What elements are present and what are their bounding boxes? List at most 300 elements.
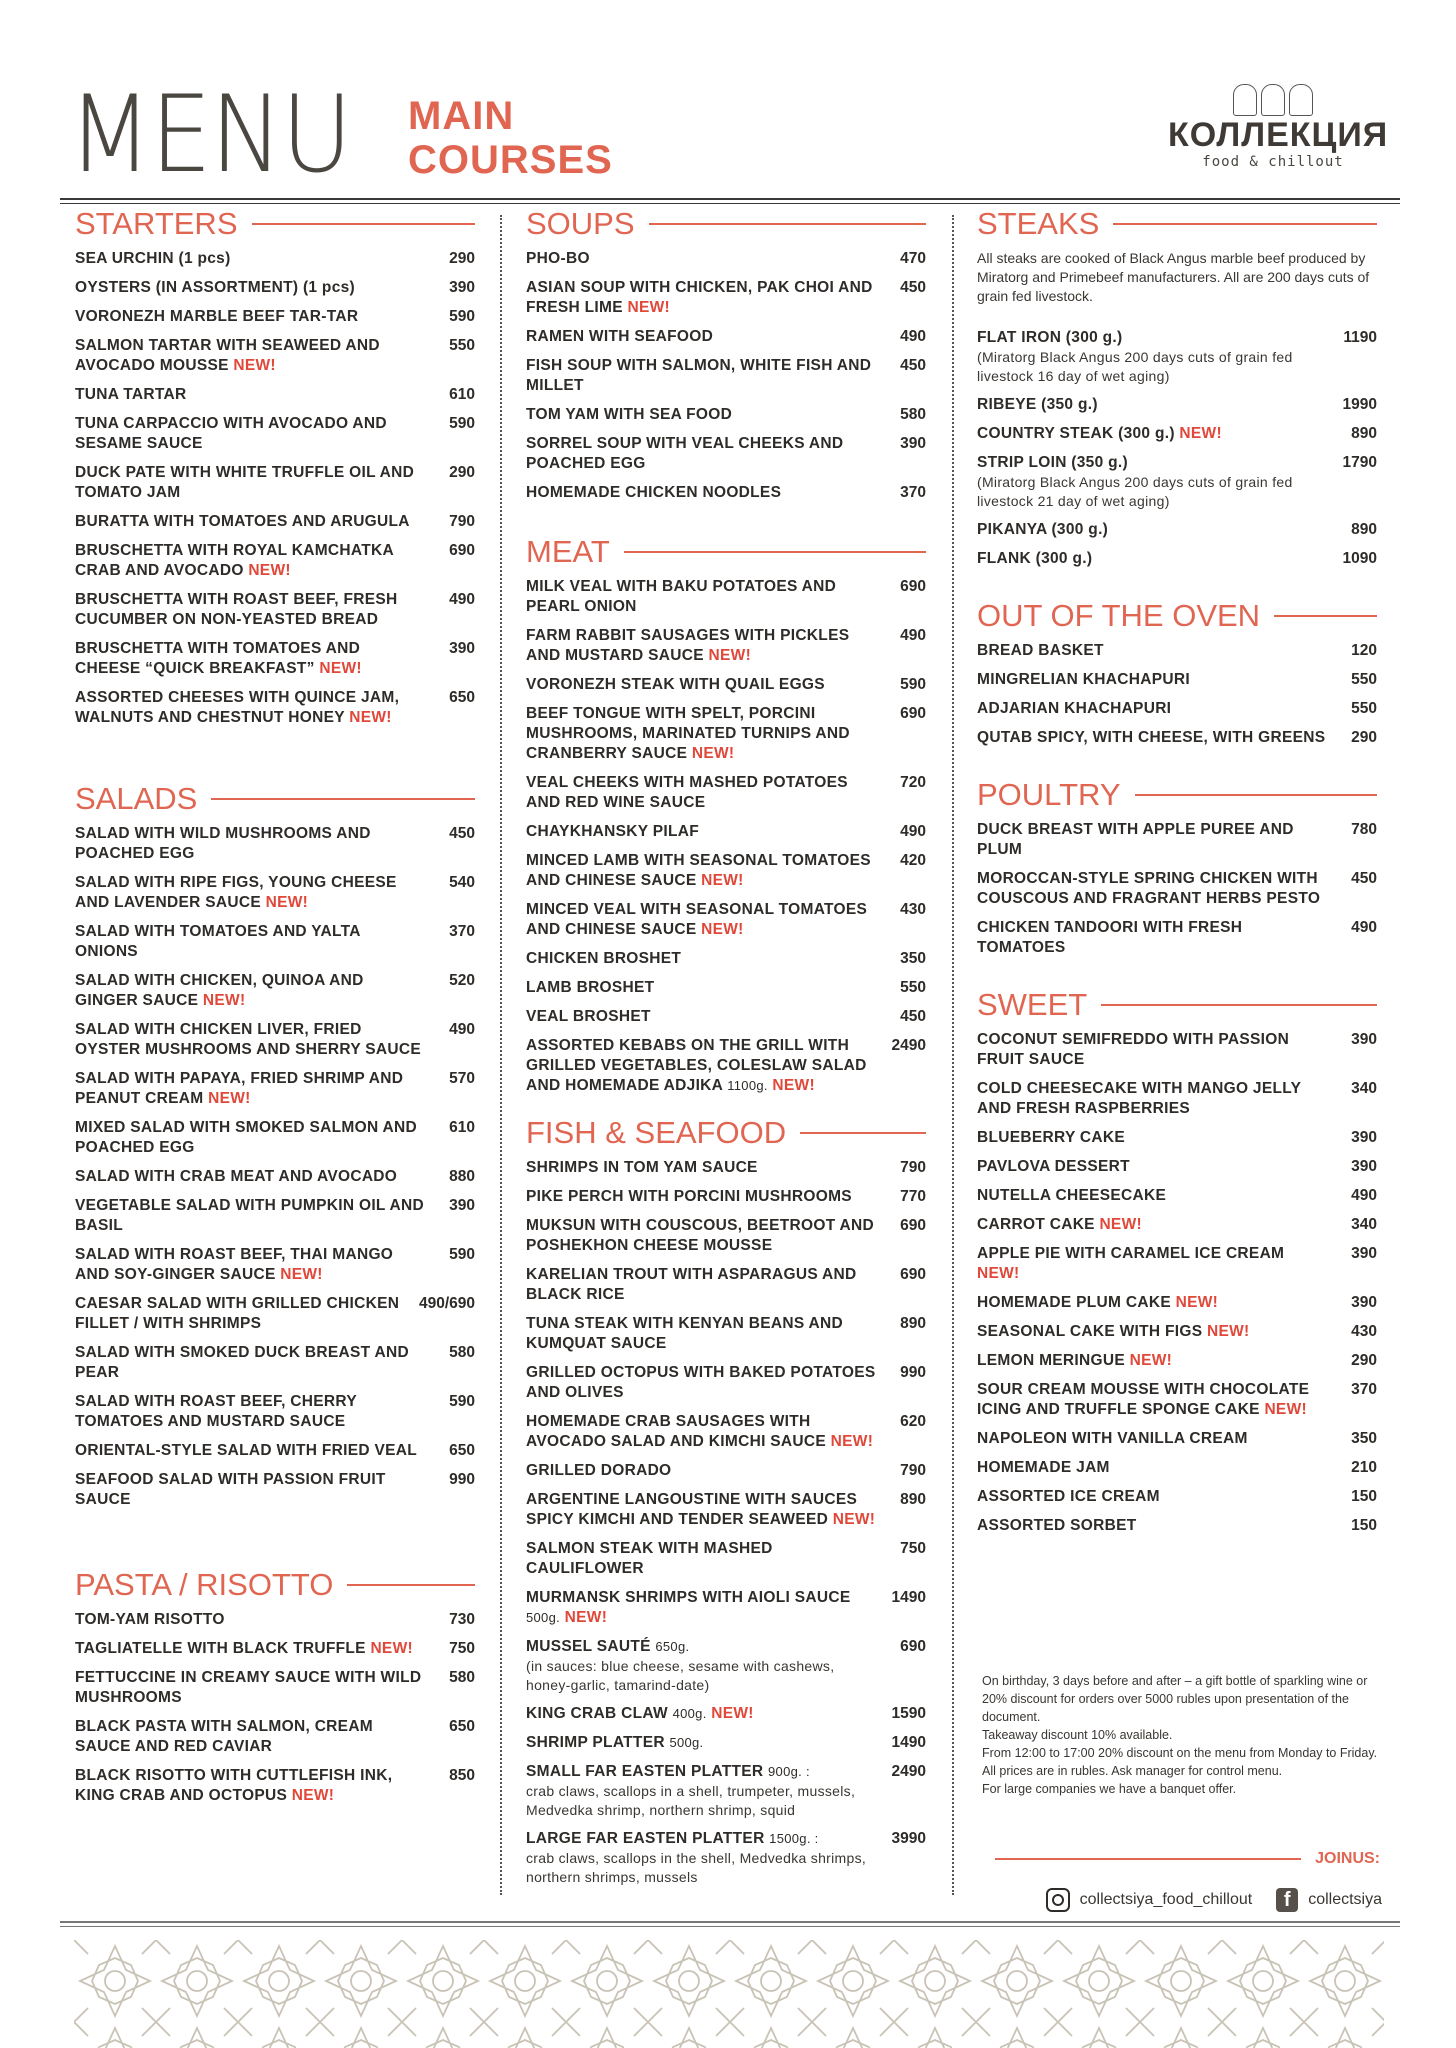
menu-item bbox=[75, 1470, 475, 1510]
menu-item bbox=[526, 851, 926, 891]
menu-item-text bbox=[75, 639, 425, 679]
menu-item-name: DUCK BREAST WITH APPLE PUREE AND PLUM bbox=[977, 821, 1294, 858]
menu-item bbox=[75, 414, 475, 454]
menu-item bbox=[977, 869, 1377, 909]
menu-item-price: 890 bbox=[1351, 425, 1377, 442]
menu-item-price: 430 bbox=[900, 901, 926, 918]
section-title: SOUPS bbox=[526, 206, 635, 241]
menu-item-price: 570 bbox=[449, 1070, 475, 1087]
menu-item bbox=[977, 424, 1377, 444]
menu-item-price: 370 bbox=[449, 923, 475, 940]
menu-item-text bbox=[75, 590, 425, 630]
menu-item-text bbox=[977, 1351, 1172, 1371]
menu-item-price: 1590 bbox=[891, 1705, 926, 1722]
menu-item-text bbox=[526, 851, 876, 891]
menu-item-name: TOM-YAM RISOTTO bbox=[75, 1611, 225, 1628]
menu-item-price: 490/690 bbox=[418, 1295, 475, 1312]
menu-item-name: BREAD BASKET bbox=[977, 642, 1104, 659]
menu-item-name: BLACK RISOTTO WITH CUTTLEFISH INK, KING CRAB AND OCTOPUS bbox=[75, 1767, 393, 1804]
menu-item-price: 390 bbox=[1351, 1158, 1377, 1175]
new-badge: NEW! bbox=[1206, 1323, 1250, 1340]
menu-item bbox=[75, 1245, 475, 1285]
menu-item-name: KING CRAB CLAW bbox=[526, 1705, 668, 1722]
menu-item bbox=[526, 356, 926, 396]
menu-item bbox=[977, 1293, 1377, 1313]
menu-item-price: 470 bbox=[900, 250, 926, 267]
menu-item-price: 450 bbox=[449, 825, 475, 842]
menu-item-text bbox=[977, 395, 1098, 415]
menu-item-price: 790 bbox=[900, 1159, 926, 1176]
menu-item-text bbox=[526, 822, 699, 842]
menu-item-text bbox=[977, 869, 1327, 909]
menu-item bbox=[75, 1668, 475, 1708]
new-badge: NEW! bbox=[711, 1705, 754, 1722]
menu-item-text bbox=[75, 385, 187, 405]
menu-item-name: OYSTERS (IN ASSORTMENT) (1 pcs) bbox=[75, 279, 355, 296]
menu-item-text bbox=[977, 1380, 1327, 1420]
new-badge: NEW! bbox=[280, 1266, 323, 1283]
menu-item-name: GRILLED OCTOPUS WITH BAKED POTATOES AND OLIVES bbox=[526, 1364, 876, 1401]
menu-item bbox=[977, 549, 1377, 569]
menu-item-price: 720 bbox=[900, 774, 926, 791]
menu-item-price: 750 bbox=[900, 1540, 926, 1557]
menu-item-text bbox=[75, 1470, 425, 1510]
new-badge: NEW! bbox=[708, 647, 752, 664]
join-us-line bbox=[995, 1858, 1301, 1860]
new-badge: NEW! bbox=[830, 1433, 874, 1450]
people-illustration-icon bbox=[1168, 80, 1378, 116]
menu-item-name: MUKSUN WITH COUSCOUS, BEETROOT AND POSHEKHON CHEESE MOUSSE bbox=[526, 1217, 875, 1254]
section-header bbox=[977, 776, 1377, 814]
menu-item-text bbox=[977, 424, 1222, 444]
menu-item-text bbox=[526, 1187, 852, 1207]
menu-item-text bbox=[526, 1412, 876, 1452]
menu-item-name: ASSORTED ICE CREAM bbox=[977, 1488, 1160, 1505]
section-title: MEAT bbox=[526, 534, 610, 569]
menu-item-name: SALAD WITH RIPE FIGS, YOUNG CHEESE AND LAVENDER SAUCE bbox=[75, 874, 397, 911]
menu-item-price: 340 bbox=[1351, 1216, 1377, 1233]
menu-item-name: SALAD WITH CHICKEN, QUINOA AND GINGER SAUCE bbox=[75, 972, 364, 1009]
facebook-link[interactable]: collectsiya bbox=[1308, 1891, 1382, 1908]
menu-item-name: BLACK PASTA WITH SALMON, CREAM SAUCE AND RED CAVIAR bbox=[75, 1718, 374, 1755]
menu-item bbox=[526, 1539, 926, 1579]
menu-item-price: 2490 bbox=[891, 1763, 926, 1780]
menu-item-name: SALAD WITH CHICKEN LIVER, FRIED OYSTER MUSHROOMS AND SHERRY SAUCE bbox=[75, 1021, 422, 1058]
menu-item bbox=[526, 1762, 926, 1820]
menu-item-name: HOMEMADE JAM bbox=[977, 1459, 1110, 1476]
menu-item-text bbox=[977, 549, 1092, 569]
section-header bbox=[75, 1566, 475, 1604]
menu-item-price: 120 bbox=[1351, 642, 1377, 659]
menu-item bbox=[75, 1167, 475, 1187]
menu-header bbox=[60, 73, 1400, 196]
menu-item bbox=[526, 1265, 926, 1305]
menu-item-text bbox=[75, 336, 425, 376]
column-1 bbox=[75, 205, 475, 1834]
menu-item-text bbox=[526, 327, 713, 347]
menu-item-text bbox=[526, 675, 825, 695]
menu-item-name: HOMEMADE PLUM CAKE bbox=[977, 1294, 1171, 1311]
menu-item-name: FISH SOUP WITH SALMON, WHITE FISH AND MILLET bbox=[526, 357, 872, 394]
section-rule bbox=[624, 551, 926, 553]
menu-item-price: 990 bbox=[449, 1471, 475, 1488]
menu-item-price: 450 bbox=[1351, 870, 1377, 887]
menu-item-price: 340 bbox=[1351, 1080, 1377, 1097]
menu-item-text bbox=[75, 1392, 425, 1432]
menu-item-price: 420 bbox=[900, 852, 926, 869]
new-badge: NEW! bbox=[627, 299, 671, 316]
section-rule bbox=[1135, 794, 1377, 796]
new-badge: NEW! bbox=[564, 1609, 608, 1626]
new-badge: NEW! bbox=[1129, 1352, 1173, 1369]
section-steaks bbox=[977, 205, 1377, 569]
menu-item-name: FARM RABBIT SAUSAGES WITH PICKLES AND MUSTARD SAUCE bbox=[526, 627, 850, 664]
menu-item-name: NUTELLA CHEESECAKE bbox=[977, 1187, 1167, 1204]
menu-item-text bbox=[75, 1196, 425, 1236]
menu-item bbox=[977, 1429, 1377, 1449]
note-line: Takeaway discount 10% available. bbox=[982, 1728, 1173, 1742]
menu-item-name: MINGRELIAN KHACHAPURI bbox=[977, 671, 1190, 688]
new-badge: NEW! bbox=[701, 872, 744, 889]
menu-item bbox=[977, 1380, 1377, 1420]
menu-item-text bbox=[977, 328, 1327, 386]
menu-item-text bbox=[526, 434, 876, 474]
menu-item-name: SALAD WITH CRAB MEAT AND AVOCADO bbox=[75, 1168, 398, 1185]
menu-item-text bbox=[977, 1429, 1248, 1449]
menu-item-price: 390 bbox=[1351, 1294, 1377, 1311]
new-badge: NEW! bbox=[1175, 1294, 1219, 1311]
menu-item-weight: 500g. bbox=[669, 1735, 704, 1750]
menu-item-name: RAMEN WITH SEAFOOD bbox=[526, 328, 714, 345]
menu-item bbox=[526, 1829, 926, 1887]
menu-item-name: PIKE PERCH WITH PORCINI MUSHROOMS bbox=[526, 1188, 852, 1205]
menu-item bbox=[526, 1461, 926, 1481]
new-badge: NEW! bbox=[265, 894, 309, 911]
new-badge: NEW! bbox=[319, 660, 362, 677]
new-badge: NEW! bbox=[832, 1511, 876, 1528]
menu-item-name: SOUR CREAM MOUSSE WITH CHOCOLATE ICING AND TRUFFLE SPONGE CAKE bbox=[977, 1381, 1310, 1418]
menu-item-price: 290 bbox=[449, 464, 475, 481]
menu-item-text bbox=[526, 1704, 754, 1724]
menu-item-price: 610 bbox=[449, 386, 475, 403]
menu-item-name: TUNA CARPACCIO WITH AVOCADO AND SESAME SAUCE bbox=[75, 415, 387, 452]
menu-item-name: COLD CHEESECAKE WITH MANGO JELLY AND FRESH RASPBERRIES bbox=[977, 1080, 1301, 1117]
menu-item-price: 590 bbox=[900, 676, 926, 693]
menu-item-name: CARROT CAKE bbox=[977, 1216, 1095, 1233]
menu-item-price: 620 bbox=[900, 1413, 926, 1430]
menu-item-price: 450 bbox=[900, 1008, 926, 1025]
menu-item bbox=[977, 670, 1377, 690]
join-us-label: JOINUS: bbox=[1315, 1850, 1380, 1867]
section-poultry bbox=[977, 776, 1377, 958]
menu-item-price: 390 bbox=[1351, 1129, 1377, 1146]
section-header bbox=[75, 780, 475, 818]
menu-item-price: 520 bbox=[449, 972, 475, 989]
menu-item-text bbox=[75, 463, 425, 503]
menu-item bbox=[75, 541, 475, 581]
menu-item-name: BRUSCHETTA WITH ROAST BEEF, FRESH CUCUMBER ON NON-YEASTED BREAD bbox=[75, 591, 398, 628]
menu-item-name: SALAD WITH ROAST BEEF, THAI MANGO AND SOY-GINGER SAUCE bbox=[75, 1246, 394, 1283]
menu-item bbox=[526, 1187, 926, 1207]
section-header bbox=[977, 597, 1377, 635]
menu-item bbox=[75, 824, 475, 864]
menu-item-price: 2490 bbox=[891, 1037, 926, 1054]
menu-item-weight: 900g. : bbox=[768, 1764, 810, 1779]
menu-item-name: MINCED VEAL WITH SEASONAL TOMATOES AND CHINESE SAUCE bbox=[526, 901, 868, 938]
menu-item-price: 540 bbox=[449, 874, 475, 891]
menu-item-name: TAGLIATELLE WITH BLACK TRUFFLE bbox=[75, 1640, 366, 1657]
menu-item-price: 690 bbox=[900, 705, 926, 722]
menu-item-name: NAPOLEON WITH VANILLA CREAM bbox=[977, 1430, 1248, 1447]
menu-item-description: crab claws, scallops in the shell, Medvedka shrimps, northern shrimps, mussels bbox=[526, 1850, 867, 1885]
menu-item-text bbox=[75, 1668, 425, 1708]
menu-item-name: CHICKEN TANDOORI WITH FRESH TOMATOES bbox=[977, 919, 1243, 956]
section-sweet bbox=[977, 986, 1377, 1536]
menu-item-text bbox=[526, 1314, 876, 1354]
menu-item-name: BLUEBERRY CAKE bbox=[977, 1129, 1126, 1146]
menu-item bbox=[526, 577, 926, 617]
menu-item-price: 1790 bbox=[1342, 454, 1377, 471]
menu-item-price: 390 bbox=[449, 279, 475, 296]
menu-item-text bbox=[526, 577, 876, 617]
menu-item-name: KARELIAN TROUT WITH ASPARAGUS AND BLACK RICE bbox=[526, 1266, 857, 1303]
menu-item bbox=[75, 590, 475, 630]
menu-item-text bbox=[977, 1458, 1110, 1478]
menu-item-price: 390 bbox=[449, 640, 475, 657]
menu-subtitle bbox=[408, 94, 613, 182]
menu-item-name: LAMB BROSHET bbox=[526, 979, 655, 996]
menu-item-text bbox=[75, 1343, 425, 1383]
menu-item bbox=[75, 1639, 475, 1659]
menu-item bbox=[526, 327, 926, 347]
menu-item bbox=[977, 728, 1377, 748]
menu-item bbox=[526, 1412, 926, 1452]
new-badge: NEW! bbox=[291, 1787, 335, 1804]
menu-item-price: 590 bbox=[449, 308, 475, 325]
menu-item-name: ADJARIAN KHACHAPURI bbox=[977, 700, 1172, 717]
menu-item-price: 370 bbox=[900, 484, 926, 501]
facebook-icon: f bbox=[1276, 1888, 1298, 1912]
menu-item bbox=[526, 483, 926, 503]
section-pasta-risotto bbox=[75, 1566, 475, 1806]
menu-item-name: MILK VEAL WITH BAKU POTATOES AND PEARL ONION bbox=[526, 578, 837, 615]
menu-item-text bbox=[75, 1020, 425, 1060]
menu-item-price: 490 bbox=[1351, 919, 1377, 936]
menu-item-name: PIKANYA (300 g.) bbox=[977, 521, 1109, 538]
menu-item bbox=[75, 922, 475, 962]
menu-item-price: 390 bbox=[449, 1197, 475, 1214]
menu-item-price: 290 bbox=[449, 250, 475, 267]
menu-item-price: 650 bbox=[449, 1718, 475, 1735]
new-badge: NEW! bbox=[977, 1265, 1020, 1282]
menu-item-text bbox=[75, 688, 425, 728]
menu-item bbox=[526, 822, 926, 842]
menu-item-price: 580 bbox=[449, 1344, 475, 1361]
menu-item-text bbox=[75, 1717, 425, 1757]
section-header bbox=[526, 533, 926, 571]
section-title: SALADS bbox=[75, 781, 198, 816]
menu-item bbox=[526, 1490, 926, 1530]
menu-item-text bbox=[977, 520, 1108, 540]
new-badge: NEW! bbox=[370, 1640, 413, 1657]
menu-item-price: 450 bbox=[900, 279, 926, 296]
menu-item-name: STRIP LOIN (350 g.) bbox=[977, 454, 1128, 471]
section-title: OUT OF THE OVEN bbox=[977, 598, 1261, 633]
menu-item bbox=[526, 1704, 926, 1724]
menu-item bbox=[526, 1637, 926, 1695]
menu-item-name: ASSORTED KEBABS ON THE GRILL WITH GRILLED VEGETABLES, COLESLAW SALAD AND HOMEMADE ADJIKA bbox=[526, 1037, 867, 1094]
menu-item-text bbox=[977, 1322, 1250, 1342]
section-out-of-the-oven bbox=[977, 597, 1377, 748]
column-2 bbox=[526, 205, 926, 1915]
menu-item bbox=[526, 1007, 926, 1027]
menu-item bbox=[977, 641, 1377, 661]
menu-item bbox=[75, 1610, 475, 1630]
menu-item-name: TUNA STEAK WITH KENYAN BEANS AND KUMQUAT SAUCE bbox=[526, 1315, 844, 1352]
menu-item bbox=[75, 1717, 475, 1757]
menu-item-name: SALMON TARTAR WITH SEAWEED AND AVOCADO MOUSSE bbox=[75, 337, 380, 374]
menu-item-price: 290 bbox=[1351, 1352, 1377, 1369]
menu-item bbox=[526, 405, 926, 425]
menu-item-text bbox=[526, 949, 681, 969]
menu-item-text bbox=[75, 307, 358, 327]
bottom-divider bbox=[60, 1921, 1400, 1927]
menu-item-name: VEAL BROSHET bbox=[526, 1008, 651, 1025]
menu-item-price: 590 bbox=[449, 415, 475, 432]
menu-item-text bbox=[977, 1293, 1218, 1313]
menu-item-name: SEA URCHIN (1 pcs) bbox=[75, 250, 231, 267]
menu-item-text bbox=[977, 1215, 1142, 1235]
menu-item bbox=[75, 1392, 475, 1432]
menu-item-price: 650 bbox=[449, 1442, 475, 1459]
menu-item-price: 590 bbox=[449, 1246, 475, 1263]
menu-item-name: COCONUT SEMIFREDDO WITH PASSION FRUIT SAUCE bbox=[977, 1031, 1290, 1068]
menu-item-name: BEEF TONGUE WITH SPELT, PORCINI MUSHROOMS, MARINATED TURNIPS AND CRANBERRY SAUCE bbox=[526, 705, 850, 762]
menu-item-text bbox=[977, 1516, 1137, 1536]
menu-item-price: 550 bbox=[900, 979, 926, 996]
menu-item bbox=[526, 1363, 926, 1403]
menu-item-text bbox=[526, 1490, 876, 1530]
menu-item-text bbox=[526, 278, 876, 318]
menu-item bbox=[75, 307, 475, 327]
menu-item bbox=[75, 1294, 475, 1334]
menu-item-text bbox=[526, 773, 876, 813]
subtitle-line-2: COURSES bbox=[408, 138, 613, 182]
section-rule bbox=[1274, 615, 1377, 617]
menu-item-price: 730 bbox=[449, 1611, 475, 1628]
menu-item-text bbox=[526, 900, 876, 940]
menu-item bbox=[977, 918, 1377, 958]
menu-item-name: VEGETABLE SALAD WITH PUMPKIN OIL AND BASIL bbox=[75, 1197, 424, 1234]
menu-item-name: HOMEMADE CHICKEN NOODLES bbox=[526, 484, 782, 501]
menu-item bbox=[75, 688, 475, 728]
menu-item bbox=[75, 463, 475, 503]
menu-item-text bbox=[526, 1733, 703, 1753]
menu-item-text bbox=[526, 1007, 651, 1027]
new-badge: NEW! bbox=[1099, 1216, 1142, 1233]
menu-item-price: 690 bbox=[900, 578, 926, 595]
menu-item-text bbox=[977, 453, 1327, 511]
section-title: FISH & SEAFOOD bbox=[526, 1115, 787, 1150]
instagram-link[interactable]: collectsiya_food_chillout bbox=[1079, 1891, 1253, 1908]
menu-item-text bbox=[75, 1610, 225, 1630]
menu-item-text bbox=[526, 1216, 876, 1256]
menu-item-price: 1090 bbox=[1342, 550, 1377, 567]
menu-item bbox=[75, 639, 475, 679]
menu-item-price: 390 bbox=[1351, 1245, 1377, 1262]
menu-item-description: (in sauces: blue cheese, sesame with cashews, honey-garlic, tamarind-date) bbox=[526, 1658, 835, 1693]
menu-item bbox=[75, 1069, 475, 1109]
menu-item-text bbox=[75, 1069, 425, 1109]
menu-item-text bbox=[977, 1079, 1327, 1119]
menu-item-name: APPLE PIE WITH CARAMEL ICE CREAM bbox=[977, 1245, 1285, 1262]
menu-item-name: SALAD WITH PAPAYA, FRIED SHRIMP AND PEANUT CREAM bbox=[75, 1070, 404, 1107]
menu-item bbox=[526, 434, 926, 474]
menu-item bbox=[977, 1186, 1377, 1206]
menu-item-price: 490 bbox=[900, 823, 926, 840]
note-line: On birthday, 3 days before and after – a gift bottle of sparkling wine or 20% discount for orders over 5000 rubles upon presentation of the document. bbox=[982, 1674, 1368, 1724]
menu-item-price: 890 bbox=[1351, 521, 1377, 538]
menu-item-name: LEMON MERINGUE bbox=[977, 1352, 1126, 1369]
menu-item-text bbox=[977, 1128, 1125, 1148]
social-links bbox=[1046, 1888, 1382, 1912]
menu-item-name: FETTUCCINE IN CREAMY SAUCE WITH WILD MUSHROOMS bbox=[75, 1669, 422, 1706]
new-badge: NEW! bbox=[202, 992, 246, 1009]
menu-item-price: 580 bbox=[900, 406, 926, 423]
new-badge: NEW! bbox=[701, 921, 744, 938]
menu-item-price: 790 bbox=[449, 513, 475, 530]
menu-item-text bbox=[75, 1245, 425, 1285]
menu-item-text bbox=[75, 971, 425, 1011]
section-header bbox=[526, 205, 926, 243]
menu-item bbox=[526, 773, 926, 813]
menu-item bbox=[526, 1588, 926, 1628]
menu-item-name: PHO-BO bbox=[526, 250, 590, 267]
menu-item-weight: 500g. bbox=[526, 1610, 561, 1625]
menu-item-description: (Miratorg Black Angus 200 days cuts of grain fed livestock 21 day of wet aging) bbox=[977, 474, 1293, 509]
menu-item-name: ORIENTAL-STYLE SALAD WITH FRIED VEAL bbox=[75, 1442, 418, 1459]
logo-name: КОЛЛЕКЦИЯ bbox=[1168, 116, 1389, 154]
menu-item-price: 550 bbox=[1351, 700, 1377, 717]
menu-item-text bbox=[526, 1762, 876, 1820]
menu-item-name: MOROCCAN-STYLE SPRING CHICKEN WITH COUSCOUS AND FRAGRANT HERBS PESTO bbox=[977, 870, 1321, 907]
menu-item bbox=[977, 1322, 1377, 1342]
menu-item-text bbox=[75, 541, 425, 581]
menu-item-text bbox=[977, 1244, 1327, 1284]
menu-item bbox=[526, 1036, 926, 1096]
section-rule bbox=[1101, 1004, 1377, 1006]
menu-item-name: QUTAB SPICY, WITH CHEESE, WITH GREENS bbox=[977, 729, 1326, 746]
menu-item-name: CHAYKHANSKY PILAF bbox=[526, 823, 700, 840]
menu-item bbox=[977, 820, 1377, 860]
menu-item-price: 750 bbox=[449, 1640, 475, 1657]
menu-item-price: 580 bbox=[449, 1669, 475, 1686]
menu-item bbox=[75, 1441, 475, 1461]
section-header bbox=[526, 1114, 926, 1152]
menu-item-text bbox=[75, 922, 425, 962]
note-line: From 12:00 to 17:00 20% discount on the menu from Monday to Friday. All prices are in rubles. Ask manager for control menu. bbox=[982, 1746, 1378, 1778]
menu-item-price: 690 bbox=[900, 1217, 926, 1234]
menu-item bbox=[977, 1079, 1377, 1119]
menu-item bbox=[526, 675, 926, 695]
section-title: SWEET bbox=[977, 987, 1088, 1022]
section-rule bbox=[800, 1132, 926, 1134]
menu-item bbox=[75, 278, 475, 298]
section-intro: All steaks are cooked of Black Angus marble beef produced by Miratorg and Primebeef manufacturers. All are 200 days cuts of grain fed livestock. bbox=[977, 250, 1370, 304]
section-soups bbox=[526, 205, 926, 503]
menu-item bbox=[75, 1020, 475, 1060]
menu-item-price: 1490 bbox=[891, 1589, 926, 1606]
